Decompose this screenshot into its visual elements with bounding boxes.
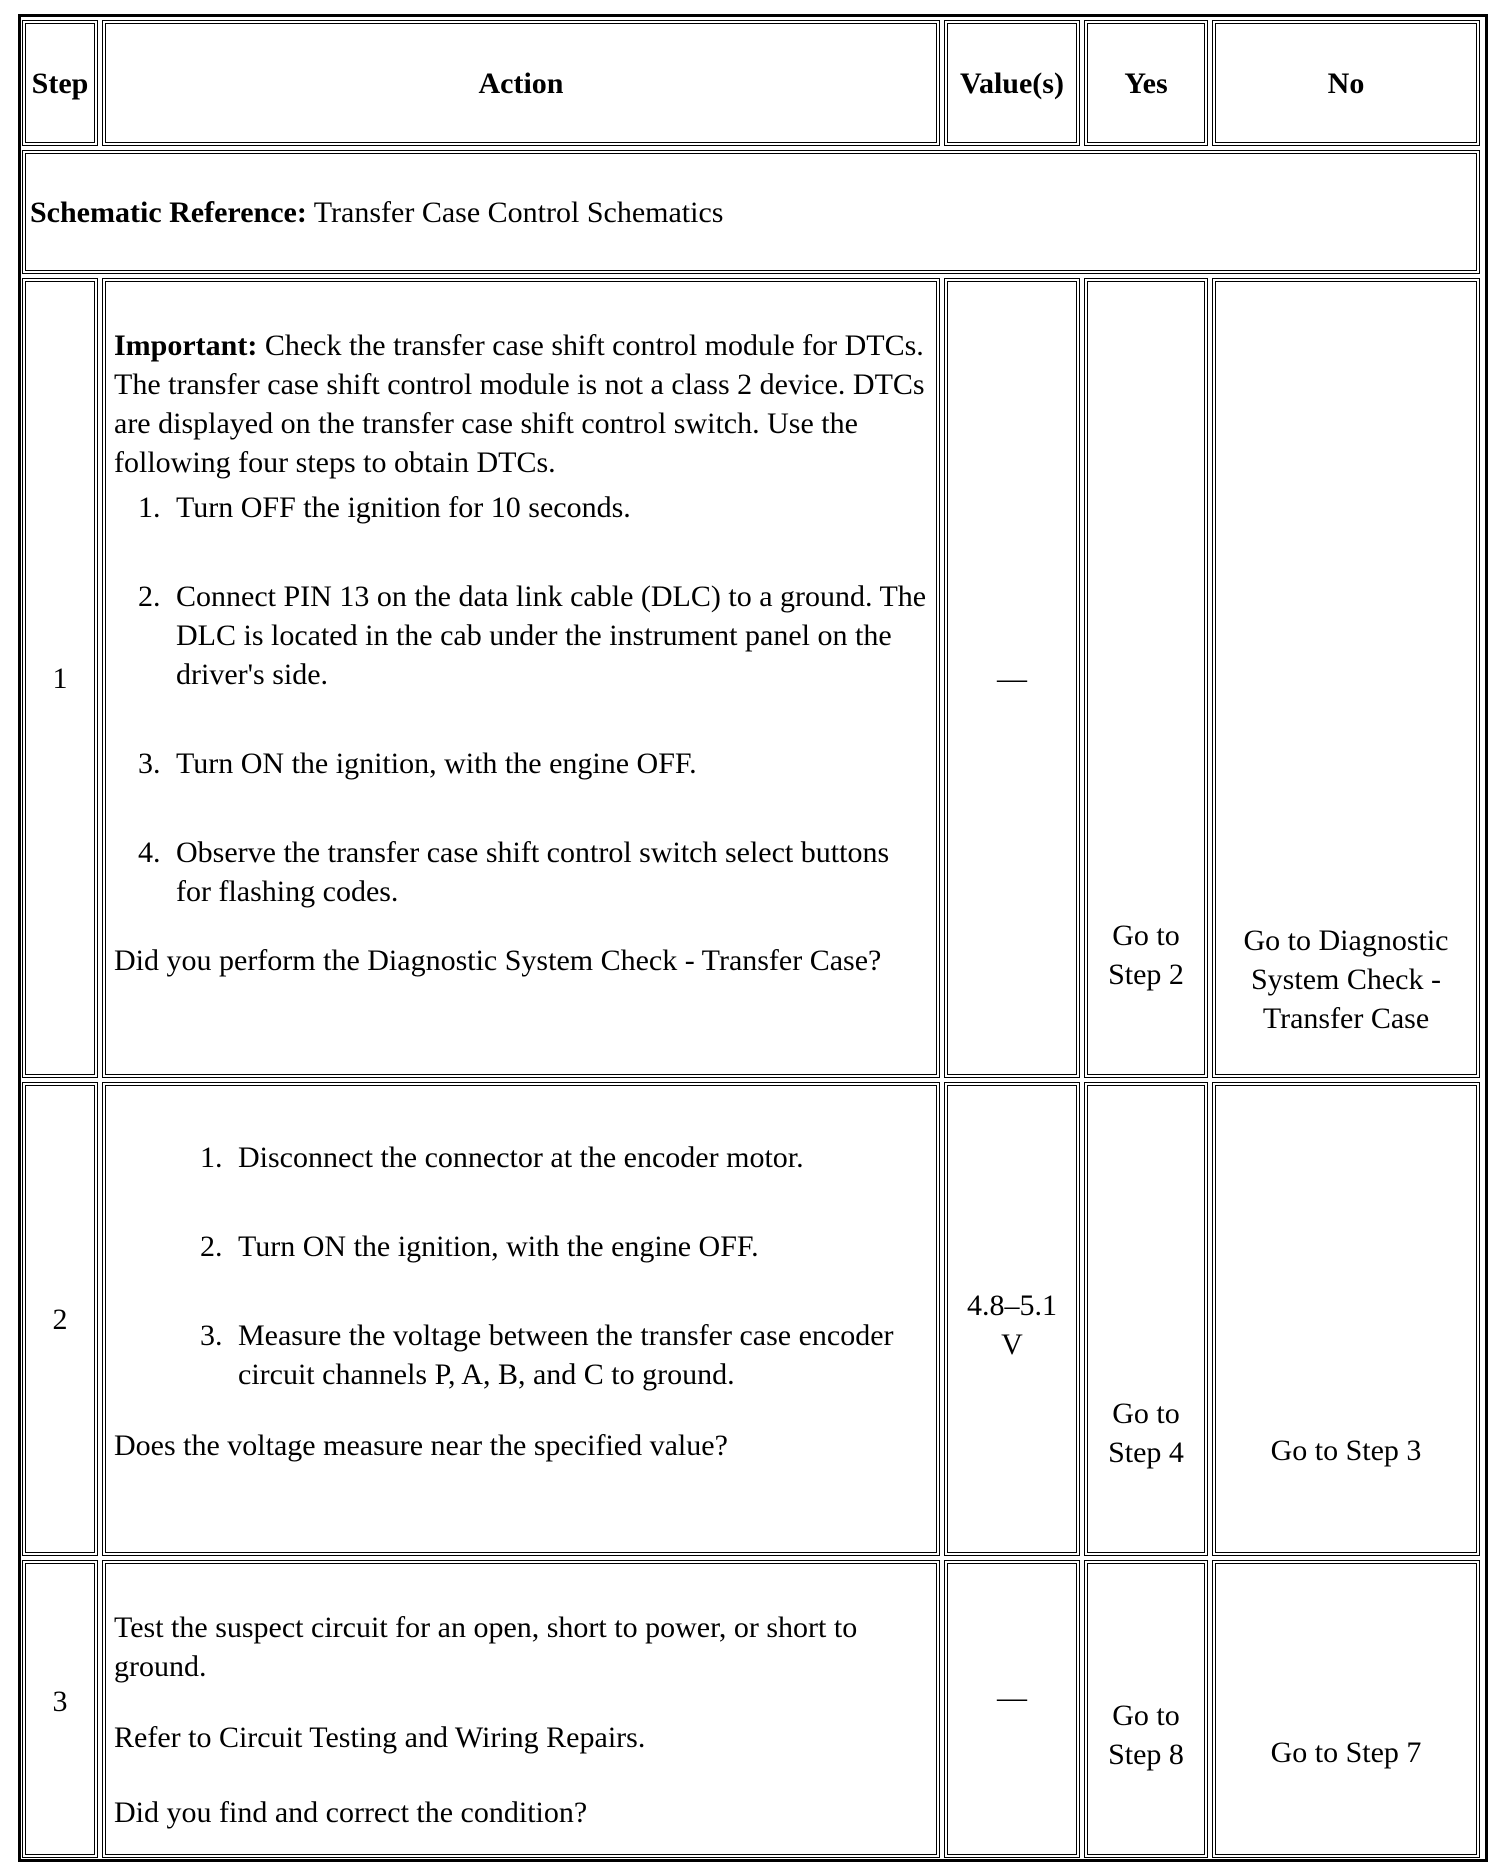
step-1-question: Did you perform the Diagnostic System Check - Transfer Case?: [114, 944, 882, 977]
step-2-yes: [1084, 1082, 1208, 1556]
header-yes: [1084, 20, 1208, 146]
header-action: [102, 20, 940, 146]
step-3-yes-link[interactable]: Go to Step 8: [1108, 1699, 1184, 1771]
step-1-procedure-list: [114, 488, 928, 911]
list-item: 1. Disconnect the connector at the encoder motor.: [200, 1141, 804, 1174]
step-3-no: [1212, 1560, 1480, 1858]
step-2-yes-link[interactable]: Go to Step 4: [1108, 1397, 1184, 1469]
important-text: Check the transfer case shift control module for DTCs. The transfer case shift control module is not a class 2 device. DTCs are displayed on the transfer case shift control switch. Use the following four steps to obtain DTCs.: [114, 329, 925, 479]
step-1-yes: [1084, 278, 1208, 1078]
step-1-number: 1: [22, 278, 98, 1078]
step-2-number: 2: [22, 1082, 98, 1556]
header-action-label: Action: [478, 66, 564, 100]
header-step: [22, 20, 98, 146]
important-label: Important:: [114, 329, 258, 362]
step-3-yes: [1084, 1560, 1208, 1858]
step-2-procedure-list: [114, 1138, 928, 1394]
header-step-label: Step: [31, 66, 89, 100]
list-item: 3. Turn ON the ignition, with the engine OFF.: [138, 747, 697, 780]
list-item: 2. Connect PIN 13 on the data link cable (DLC) to a ground. The DLC is located in the cab under the instrument panel on the driver's side.: [138, 580, 927, 691]
header-no-label: No: [1327, 66, 1365, 100]
list-item: 1. Turn OFF the ignition for 10 seconds.: [138, 491, 631, 524]
schematic-reference-link[interactable]: Transfer Case Control Schematics: [313, 195, 724, 229]
step-3-number: 3: [22, 1560, 98, 1858]
step-3-paragraph-1: Test the suspect circuit for an open, short to power, or short to ground.: [114, 1611, 858, 1683]
step-1-important: [114, 326, 928, 482]
schematic-reference-row: [22, 150, 1480, 274]
step-1-yes-link[interactable]: Go to Step 2: [1108, 919, 1184, 991]
step-3-action: [102, 1560, 940, 1858]
step-2-value: 4.8–5.1 V: [944, 1082, 1080, 1556]
step-2-no-link[interactable]: Go to Step 3: [1270, 1434, 1422, 1467]
header-yes-label: Yes: [1124, 66, 1168, 100]
header-values-label: Value(s): [960, 66, 1064, 100]
step-3-question: Did you find and correct the condition?: [114, 1796, 588, 1829]
schematic-reference-label: Schematic Reference:: [30, 195, 307, 229]
list-item: 2. Turn ON the ignition, with the engine OFF.: [200, 1230, 759, 1263]
list-item: 3. Measure the voltage between the transfer case encoder circuit channels P, A, B, and C to ground.: [200, 1319, 894, 1391]
step-1-no-link[interactable]: Go to Diagnostic System Check - Transfer Case: [1243, 924, 1449, 1035]
header-no: [1212, 20, 1480, 146]
step-2-action: [102, 1082, 940, 1556]
step-1-value: —: [944, 278, 1080, 1078]
step-2-no: [1212, 1082, 1480, 1556]
step-1-no: [1212, 278, 1480, 1078]
step-3-paragraph-2: Refer to Circuit Testing and Wiring Repairs.: [114, 1721, 646, 1754]
step-1-action: [102, 278, 940, 1078]
step-2-question: Does the voltage measure near the specified value?: [114, 1429, 728, 1462]
header-values: [944, 20, 1080, 146]
step-3-no-link[interactable]: Go to Step 7: [1270, 1736, 1422, 1769]
step-3-value: —: [944, 1560, 1080, 1858]
list-item: 4. Observe the transfer case shift control switch select buttons for flashing codes.: [138, 836, 890, 908]
